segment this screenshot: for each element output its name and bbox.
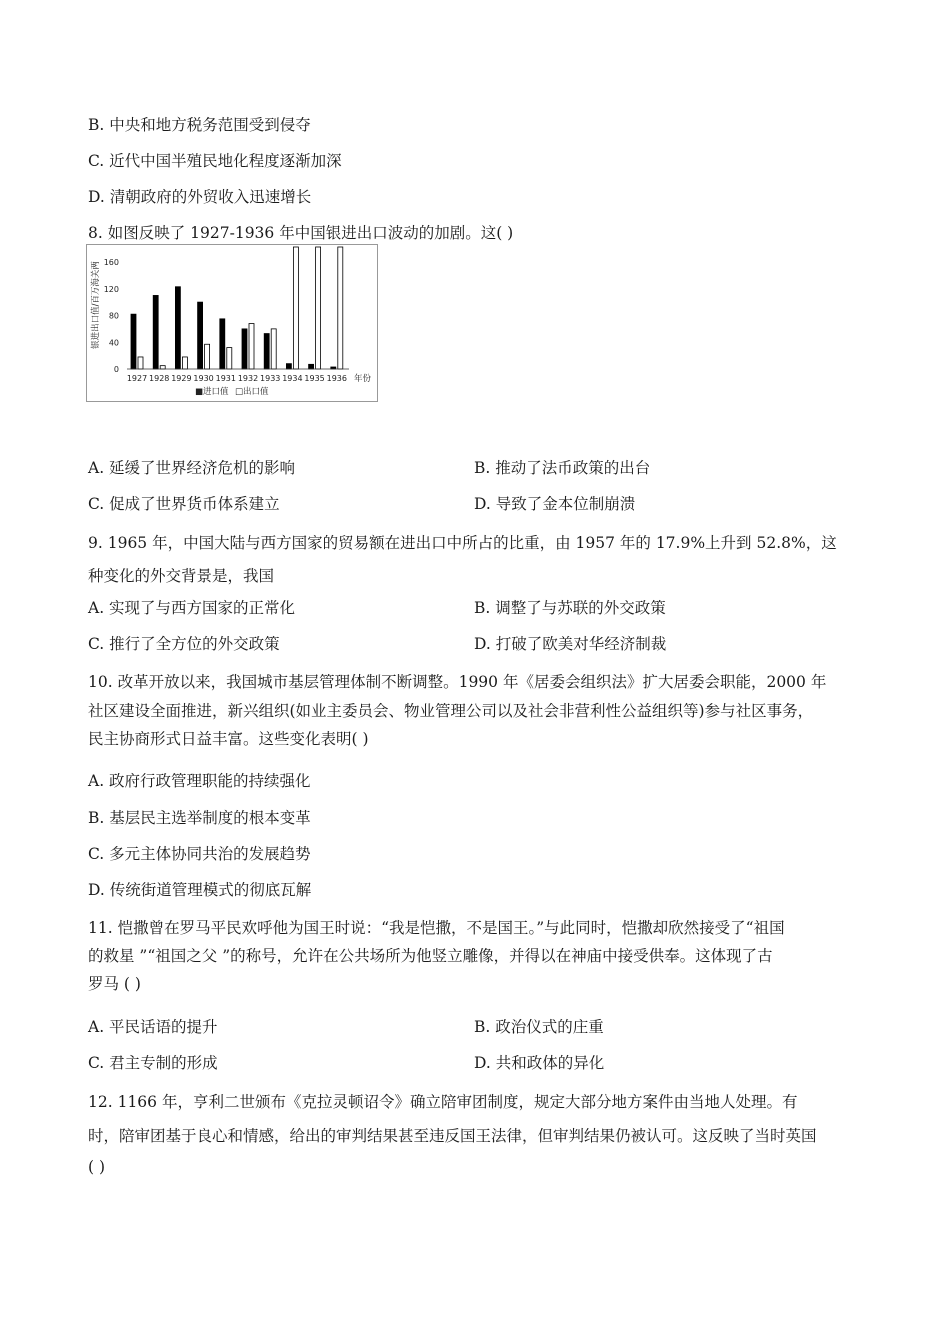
q10-option-a[interactable]: A. 政府行政管理职能的持续强化 xyxy=(88,772,311,790)
q10-option-b[interactable]: B. 基层民主选举制度的根本变革 xyxy=(88,809,311,827)
q9-stem-line2: 种变化的外交背景是，我国 xyxy=(88,567,275,585)
chart-y-tick-label: 80 xyxy=(108,311,119,321)
chart-x-tick-label: 1936 xyxy=(326,374,347,383)
chart-bar-import xyxy=(153,295,158,369)
q7-option-c[interactable]: C. 近代中国半殖民地化程度逐渐加深 xyxy=(88,152,342,170)
chart-y-tick-label: 120 xyxy=(103,284,119,294)
chart-bar-import xyxy=(309,364,314,369)
q10-stem-line3: 民主协商形式日益丰富。这些变化表明( ) xyxy=(88,730,369,748)
q12-stem-line1: 12. 1166 年，亨利二世颁布《克拉灵顿诏令》确立陪审团制度，规定大部分地方案件由当地人处理。有 xyxy=(88,1093,798,1111)
chart-bar-import xyxy=(264,334,269,369)
chart-bar-export xyxy=(249,324,254,369)
q9-option-b[interactable]: B. 调整了与苏联的外交政策 xyxy=(474,599,666,617)
q8-stem: 8. 如图反映了 1927-1936 年中国银进出口波动的加剧。这( ) xyxy=(88,224,514,242)
chart-x-tick-label: 1928 xyxy=(149,374,170,383)
q8-option-c[interactable]: C. 促成了世界货币体系建立 xyxy=(88,495,280,513)
chart-bar-export xyxy=(338,247,343,369)
q8-option-b[interactable]: B. 推动了法币政策的出台 xyxy=(474,459,651,477)
chart-x-tick-label: 1930 xyxy=(193,374,214,383)
chart-x-tick-label: 1933 xyxy=(260,374,281,383)
chart-bar-import xyxy=(131,314,136,369)
chart-bar-export xyxy=(293,247,298,369)
q7-option-d[interactable]: D. 清朝政府的外贸收入迅速增长 xyxy=(88,188,312,206)
q11-option-b[interactable]: B. 政治仪式的庄重 xyxy=(474,1018,604,1036)
chart-x-tick-label: 1934 xyxy=(282,374,303,383)
q11-stem-line3: 罗马 ( ) xyxy=(88,975,141,993)
chart-bar-import xyxy=(175,287,180,369)
q9-option-d[interactable]: D. 打破了欧美对华经济制裁 xyxy=(474,635,667,653)
q9-option-a[interactable]: A. 实现了与西方国家的正常化 xyxy=(88,599,296,617)
chart-y-tick-label: 160 xyxy=(103,258,119,267)
q10-option-d[interactable]: D. 传统街道管理模式的彻底瓦解 xyxy=(88,881,312,899)
chart-bar-export xyxy=(205,344,210,369)
chart-bar-export xyxy=(182,357,187,369)
chart-x-tick-label: 1932 xyxy=(237,374,259,383)
q11-option-d[interactable]: D. 共和政体的异化 xyxy=(474,1054,605,1072)
chart-bar-export xyxy=(271,329,276,369)
chart-bar-import xyxy=(220,319,225,369)
chart-x-tick-label: 1931 xyxy=(215,374,236,383)
q8-option-a[interactable]: A. 延缓了世界经济危机的影响 xyxy=(88,459,296,477)
q10-option-c[interactable]: C. 多元主体协同共治的发展趋势 xyxy=(88,845,311,863)
q10-stem-line1: 10. 改革开放以来，我国城市基层管理体制不断调整。1990 年《居委会组织法》扩大居委会职能，2000 年 xyxy=(88,673,827,691)
q7-option-b[interactable]: B. 中央和地方税务范围受到侵夺 xyxy=(88,116,311,134)
q11-stem-line1: 11. 恺撒曾在罗马平民欢呼他为国王时说：“我是恺撒，不是国王。”与此同时，恺撒却欣然接受了“祖国 xyxy=(88,919,785,937)
chart-y-tick-label: 40 xyxy=(108,338,119,348)
chart-bar-import xyxy=(198,302,203,369)
chart-y-axis-label: 银进出口值/百万海关两 xyxy=(91,261,101,349)
q11-option-a[interactable]: A. 平民话语的提升 xyxy=(88,1018,218,1036)
chart-legend-export: □出口值 xyxy=(235,387,269,397)
q9-stem-line1: 9. 1965 年，中国大陆与西方国家的贸易额在进出口中所占的比重，由 1957 年的 17.9%上升到 52.8%，这 xyxy=(88,534,837,552)
q10-stem-line2: 社区建设全面推进，新兴组织(如业主委员会、物业管理公司以及社会非营利性公益组织等)参与社区事务， xyxy=(88,702,814,720)
chart-bar-export xyxy=(227,348,232,369)
chart-x-tick-label: 1927 xyxy=(126,374,148,383)
chart-bar-export xyxy=(138,357,143,369)
chart-legend-import: ■进口值 xyxy=(195,387,229,397)
chart-bar-import xyxy=(286,364,291,369)
q12-stem-line3: ( ) xyxy=(88,1158,106,1176)
silver-trade-chart xyxy=(86,244,378,402)
q9-option-c[interactable]: C. 推行了全方位的外交政策 xyxy=(88,635,280,653)
chart-x-axis-label: 年份 xyxy=(354,374,372,384)
chart-x-tick-label: 1929 xyxy=(171,374,192,383)
chart-bar-import xyxy=(242,329,247,369)
chart-y-tick-label: 0 xyxy=(113,365,119,374)
q11-option-c[interactable]: C. 君主专制的形成 xyxy=(88,1054,218,1072)
q12-stem-line2: 时，陪审团基于良心和情感，给出的审判结果甚至违反国王法律，但审判结果仍被认可。这反映了当时英国 xyxy=(88,1127,817,1145)
chart-bar-export xyxy=(160,366,165,369)
q8-option-d[interactable]: D. 导致了金本位制崩溃 xyxy=(474,495,636,513)
chart-bar-export xyxy=(316,247,321,369)
chart-x-tick-label: 1935 xyxy=(304,374,325,383)
q11-stem-line2: 的救星 ”“祖国之父 ”的称号，允许在公共场所为他竖立雕像，并得以在神庙中接受供奉。这体现了古 xyxy=(88,947,773,965)
